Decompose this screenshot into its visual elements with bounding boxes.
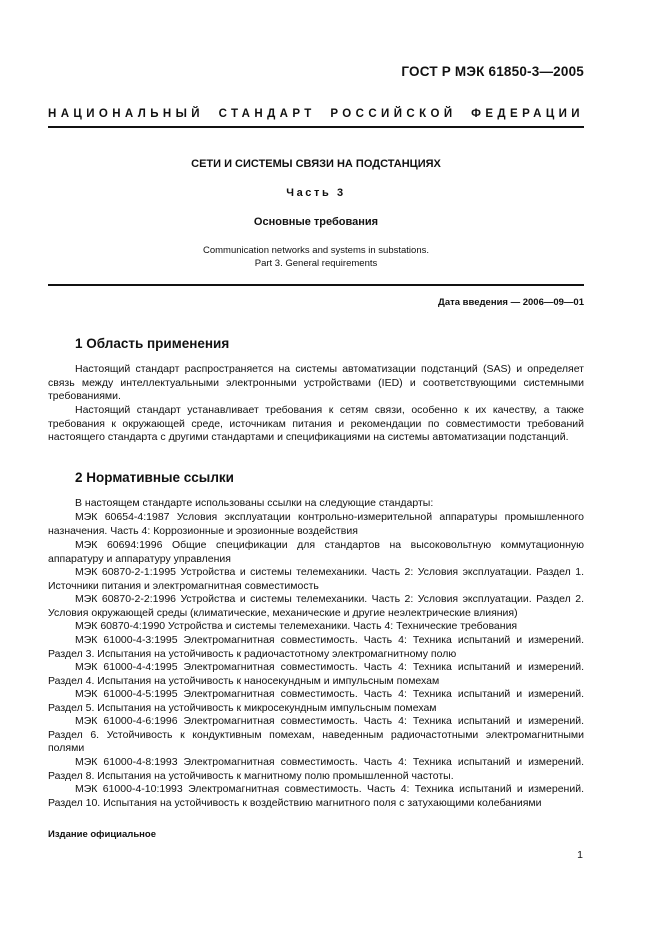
paragraph: В настоящем стандарте использованы ссылки на следующие стандарты: <box>75 497 434 509</box>
document-part: Часть 3 <box>286 187 346 199</box>
reference-item: МЭК 61000-4-6:1996 Электромагнитная совместимость. Часть 4: Техника испытаний и измерений. Раздел 6. Устойчивость к кондуктивным помехам, наведенным радиочастотными электромагнитными полями <box>48 715 584 754</box>
english-title-line: Communication networks and systems in substations. <box>203 245 429 256</box>
reference-item: МЭК 61000-4-4:1995 Электромагнитная совместимость. Часть 4: Техника испытаний и измерений. Раздел 4. Испытания на устойчивость к наносекундным и импульсным помехам <box>48 661 584 687</box>
reference-item: МЭК 60870-2-2:1996 Устройства и системы телемеханики. Часть 2: Условия эксплуатации. Раздел 2. Условия окружающей среды (климатические, механические и другие неэлектрические влияния) <box>48 593 584 619</box>
title-divider <box>48 284 584 286</box>
reference-item: МЭК 61000-4-3:1995 Электромагнитная совместимость. Часть 4: Техника испытаний и измерений. Раздел 3. Испытания на устойчивость к радиочастотному электромагнитному полю <box>48 634 584 660</box>
reference-item: МЭК 61000-4-5:1995 Электромагнитная совместимость. Часть 4: Техника испытаний и измерений. Раздел 5. Испытания на устойчивость к микросекундным импульсным помехам <box>48 688 584 714</box>
reference-item: МЭК 61000-4-10:1993 Электромагнитная совместимость. Часть 4: Техника испытаний и измерений. Раздел 10. Испытания на устойчивость к воздействию магнитного поля с затухающими колебаниями <box>48 783 584 809</box>
document-subtitle: Основные требования <box>253 216 379 228</box>
reference-item: МЭК 60654-4:1987 Условия эксплуатации контрольно-измерительной аппаратуры промышленного назначения. Часть 4: Коррозионные и эрозионные воздействия <box>48 511 584 537</box>
english-title <box>48 244 584 270</box>
paragraph: Настоящий стандарт распространяется на системы автоматизации подстанций (SAS) и определяет связь между интеллектуальными электронными устройствами (IED) и соответствующими системными требованиями. <box>48 363 584 402</box>
reference-item: МЭК 60870-4:1990 Устройства и системы телемеханики. Часть 4: Технические требования <box>75 620 518 632</box>
edition-note: Издание официальное <box>48 829 156 840</box>
banner-word: СТАНДАРТ <box>218 108 316 120</box>
section-heading-references: 2 Нормативные ссылки <box>75 470 234 485</box>
document-title: СЕТИ И СИСТЕМЫ СВЯЗИ НА ПОДСТАНЦИЯХ <box>191 158 441 170</box>
banner-word: ФЕДЕРАЦИИ <box>471 108 584 120</box>
reference-item: МЭК 60870-2-1:1995 Устройства и системы телемеханики. Часть 2: Условия эксплуатации. Раздел 1. Источники питания и электромагнитная совместимость <box>48 566 584 592</box>
banner-word: НАЦИОНАЛЬНЫЙ <box>48 108 204 120</box>
reference-item: МЭК 61000-4-8:1993 Электромагнитная совместимость. Часть 4: Техника испытаний и измерений. Раздел 8. Испытания на устойчивость к магнитному полю промышленной частоты. <box>48 756 584 782</box>
introduction-date: Дата введения — 2006—09—01 <box>438 297 584 308</box>
section-heading-scope: 1 Область применения <box>75 336 230 351</box>
national-standard-banner <box>48 108 584 120</box>
banner-word: РОССИЙСКОЙ <box>330 108 457 120</box>
reference-item: МЭК 60694:1996 Общие спецификации для стандартов на высоковольтную коммутационную аппаратуру и аппаратуру управления <box>48 539 584 565</box>
top-divider <box>48 126 584 128</box>
paragraph: Настоящий стандарт устанавливает требования к сетям связи, особенно к их качеству, а также требования к окружающей среде, источникам питания и рекомендации по совместимости требований настоящего стандарта с другими стандартами и спецификациями на системы автоматизации подстанций. <box>48 404 584 443</box>
english-title-line: Part 3. General requirements <box>254 258 378 269</box>
page-number: 1 <box>577 849 583 861</box>
document-code: ГОСТ Р МЭК 61850-3—2005 <box>401 64 584 79</box>
